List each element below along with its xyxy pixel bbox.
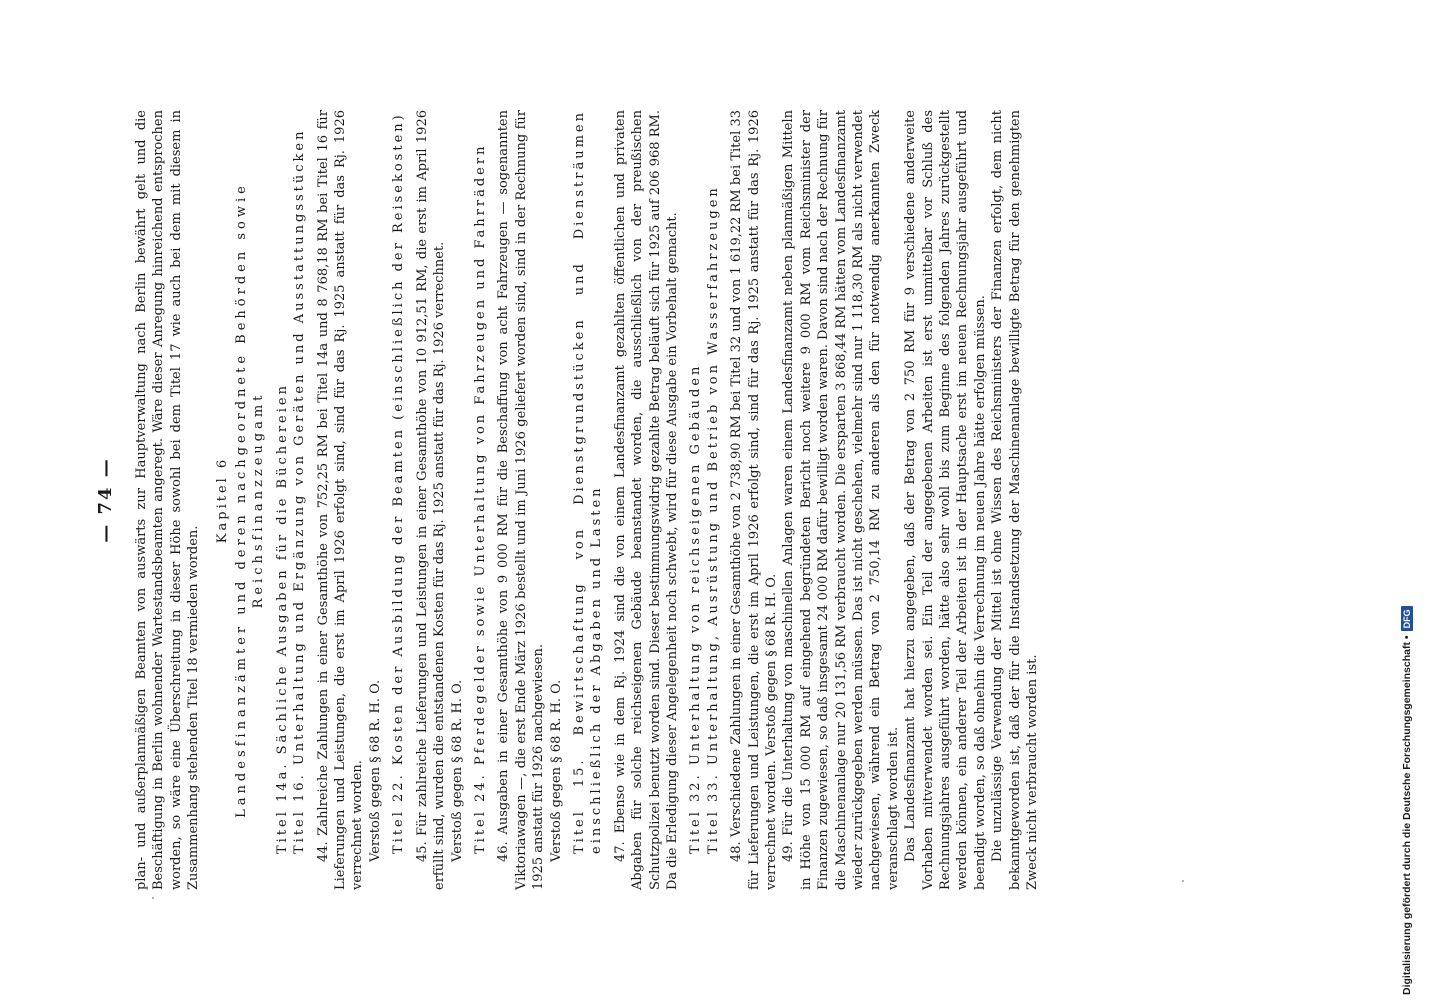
- titel-14a-heading: Titel 14a. Sächliche Ausgaben für die Büchereien: [274, 383, 290, 854]
- paragraph-44-verstoss: Verstoß gegen § 68 R. H. O.: [367, 679, 383, 862]
- titel-32-heading: Titel 32. Unterhaltung von reichseigenen Gebäuden: [688, 363, 704, 854]
- paragraph-45: 45. Für zahlreiche Lieferungen und Leistungen in einer Gesamthöhe von 10 912,51 RM, die erst im April 1926 erfüllt sind, wurden die entstandenen Kosten für das Rj. 1925 anstatt für das Rj. 1926 verrechnet.: [414, 110, 448, 890]
- paragraph-48: 48. Verschiedene Zahlungen in einer Gesamthöhe von 2 738,90 RM bei Titel 32 und von 1 619,22 RM bei Titel 33 für Lieferungen und Leistungen, die erst im April 1926 erfolgt sind, sind für das Rj. 1925 anstatt für das Rj. 1926 verrechnet worden. Verstoß gegen § 68 R. H. O.: [729, 110, 779, 890]
- funding-text: Digitalisierung gefördert durch die Deutsche Forschungsgemeinschaft •: [1401, 635, 1413, 995]
- chapter-heading: Landesfinanzämter und deren nachgeordnete Behörden sowie Reichsfinanzzeugamt: [234, 182, 267, 818]
- titel-24-heading: Titel 24. Pferdegelder sowie Unterhaltung von Fahrzeugen und Fahrrädern: [472, 143, 488, 854]
- dfg-logo: DFG: [1401, 606, 1413, 631]
- chapter-title: Kapitel 6: [214, 456, 230, 544]
- paragraph-46: 46. Ausgaben in einer Gesamthöhe von 9 000 RM für die Beschaffung von acht Fahrzeugen — sogenannten Viktoriawagen —, die erst Ende März 1926 bestellt und im Juni 1926 geliefert worden sind, sind in der Rechnung für 1925 anstatt für 1926 nachgewiesen.: [496, 110, 547, 890]
- intro-paragraph: plan- und außerplanmäßigen Beamten von auswärts zur Hauptverwaltung nach Berlin bewährt gelt und die Beschäftigung in Berlin wohnender Wartestandsbeamten angeregt. Wäre dieser Anregung hinreichend entsprochen worden, so wäre eine Überschreitung in dieser Höhe sowohl bei dem Titel 17 wie auch bei dem mit diesem in Zusammenhang stehenden Titel 18 vermieden worden.: [134, 110, 202, 890]
- paragraph-44: 44. Zahlreiche Zahlungen in einer Gesamthöhe von 752,25 RM bei Titel 14a und 8 768,18 RM bei Titel 16 für Lieferungen und Leistungen, die erst im April 1926 erfolgt sind, sind für das Rj. 1925 anstatt für das Rj. 1926 verrechnet worden.: [315, 110, 366, 890]
- paragraph-49-continued: Das Landesfinanzamt hat hierzu angegeben, daß der Betrag von 2 750 RM für 9 verschiedene anderweite Vorhaben mitverwendet worden sei. Ein Teil der angegebenen Arbeiten ist erst unmittelbar vor Schluß des Rechnungsjahres ausgeführt worden, hätte also sehr wohl bis zum Beginne des folgenden Jahres zurückgestellt werden können, ein anderer Teil der Arbeiten ist in der Hauptsache erst im neuen Rechnungsjahr ausgeführt und beendigt worden, so daß ohnehin die Verrechnung im neuen Jahre hätte erfolgen müssen.: [903, 110, 988, 890]
- scan-speck: [1182, 880, 1184, 882]
- titel-15-heading: Titel 15. Bewirtschaftung von Dienstgrundstücken und Diensträumen einschließlich der Abgaben und Lasten: [571, 110, 605, 854]
- titel-22-heading: Titel 22. Kosten der Ausbildung der Beamten (einschließlich der Reisekosten): [391, 112, 407, 854]
- titel-16-heading: Titel 16. Unterhaltung und Ergänzung von Geräten und Ausstattungsstücken: [292, 128, 308, 854]
- paragraph-47: 47. Ebenso wie in dem Rj. 1924 sind die von einem Landesfinanzamt gezahlten öffentlichen und privaten Abgaben für solche reichseigenen Gebäude beanstandet worden, die ausschließlich von der preußischen Schutzpolizei benutzt worden sind. Dieser bestimmungswidrig gezahlte Betrag beläuft sich für 1925 auf 206 968 RM. Da die Erledigung dieser Angelegenheit noch schwebt, wird für diese Ausgabe ein Vorbehalt gemacht.: [612, 110, 680, 890]
- paragraph-46-verstoss: Verstoß gegen § 68 R. H. O.: [548, 679, 564, 862]
- paragraph-49: 49. Für die Unterhaltung von maschinellen Anlagen waren einem Landesfinanzamt neben planmäßigen Mitteln in Höhe von 15 000 RM auf eingehend begründeten Bericht noch weitere 9 000 RM vom Reichsminister der Finanzen zugewiesen, so daß insgesamt 24 000 RM dafür bewilligt worden waren. Davon sind nach der Rechnung für die Maschinenanlage nur 20 131,56 RM verbraucht worden. Die ersparten 3 868,44 RM hätten vom Landesfinanzamt wieder zurückgegeben werden müssen. Das ist nicht geschehen, vielmehr sind nur 1 118,30 RM als nicht verwendet nachgewiesen, während ein Betrag von 2 750,14 RM zu anderen als den für notwendig anerkannten Zweck veranschlagt worden ist.: [781, 110, 901, 890]
- scan-speck: [152, 897, 154, 899]
- titel-33-heading: Titel 33. Unterhaltung, Ausrüstung und Betrieb von Wasserfahrzeugen: [705, 185, 721, 854]
- paragraph-45-verstoss: Verstoß gegen § 68 R. H. O.: [449, 679, 465, 862]
- body-text: [133, 110, 1042, 890]
- paragraph-49-final: Die unzulässige Verwendung der Mittel ist ohne Wissen des Reichsministers der Finanzen erfolgt, dem nicht bekanntgeworden ist, daß der für die Instandsetzung der Maschinenanlage bewilligte Betrag für den genehmigten Zweck nicht verbraucht worden ist.: [990, 110, 1041, 890]
- dfg-funding-note: [1392, 5, 1422, 995]
- rotated-text-block: [95, 110, 1095, 890]
- page-number: — 74 —: [95, 457, 116, 543]
